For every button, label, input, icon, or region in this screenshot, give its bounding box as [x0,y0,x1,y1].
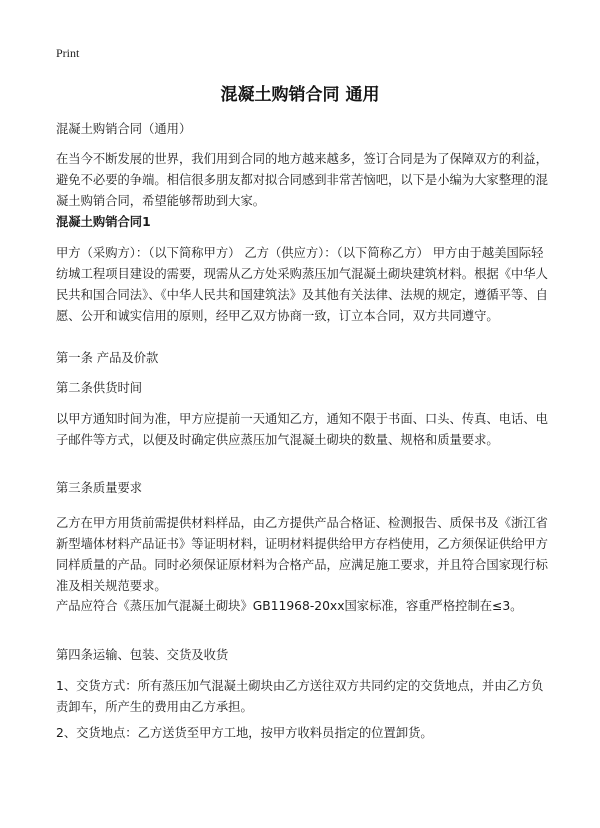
article-3-heading: 第三条质量要求 [56,481,143,495]
parties-paragraph: 甲方（采购方）：（以下简称甲方） 乙方（供应方）：（以下简称乙方） 甲方由于越美国际轻纺城工程项目建设的需要，现需从乙方处采购蒸压加气混凝土砌块建筑材料。根据《中华人民共和国合同法》、《中华人民共和国建筑法》及其他有关法律、法规的规定，遵循平等、自愿、公开和诚实信用的原则，经甲乙双方协商一致，订立本合同，双方共同遵守。 [56,246,548,323]
article-4-item-1: 1、交货方式：所有蒸压加气混凝土砌块由乙方送往双方共同约定的交货地点，并由乙方负责卸车，所产生的费用由乙方承担。 [56,679,544,714]
article-4-heading: 第四条运输、包装、交货及收货 [56,648,229,662]
section-heading: 混凝土购销合同1 [56,215,151,229]
page-title: 混凝土购销合同 通用 [220,85,380,105]
document-subtitle: 混凝土购销合同（通用） [56,122,192,136]
print-label: Print [56,46,80,60]
article-3-paragraph: 乙方在甲方用货前需提供材料样品，由乙方提供产品合格证、检测报告、质保书及《浙江省新型墙体材料产品证书》等证明材料，证明材料提供给甲方存档使用，乙方须保证供给甲方同样质量的产品。同时必须保证原材料为合格产品，应满足施工要求，并且符合国家现行标准及相关规范要求。 [56,516,548,593]
article-2-paragraph: 以甲方通知时间为准，甲方应提前一天通知乙方，通知不限于书面、口头、传真、电话、电子邮件等方式，以便及时确定供应蒸压加气混凝土砌块的数量、规格和质量要求。 [56,412,548,447]
article-3-standard: 产品应符合《蒸压加气混凝土砌块》GB11968-20xx国家标准，容重严格控制在≤3。 [56,599,523,613]
article-1-heading: 第一条 产品及价款 [56,351,159,365]
intro-paragraph: 在当今不断发展的世界，我们用到合同的地方越来越多，签订合同是为了保障双方的利益，避免不必要的争端。相信很多朋友都对拟合同感到非常苦恼吧，以下是小编为大家整理的混凝土购销合同，希望能够帮助到大家。 [56,152,548,208]
article-4-item-2: 2、交货地点：乙方送货至甲方工地，按甲方收料员指定的位置卸货。 [56,726,433,740]
article-2-heading: 第二条供货时间 [56,381,143,395]
